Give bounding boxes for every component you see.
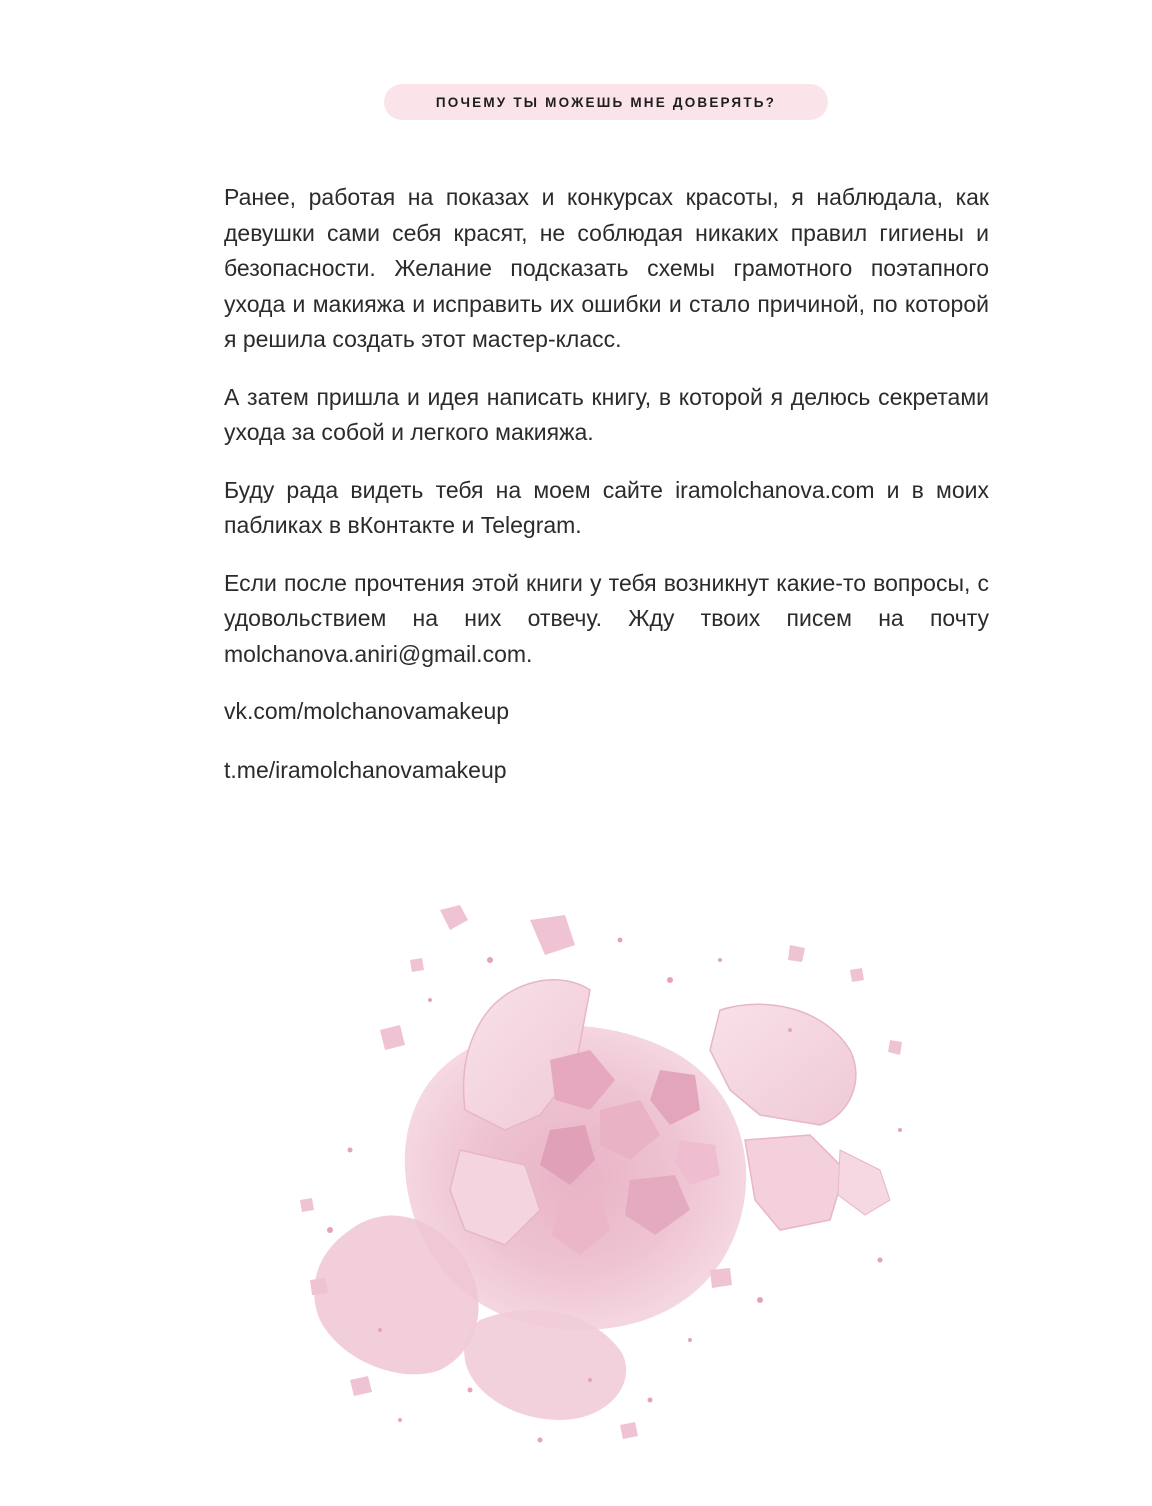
section-title-pill: [384, 84, 828, 120]
paragraph-site: Буду рада видеть тебя на моем сайте iramolchanova.com и в моих пабликах в вКонтакте и Telegram.: [224, 476, 989, 538]
body-text: [224, 180, 989, 811]
paragraph-book: А затем пришла и идея написать книгу, в которой я делюсь секретами ухода за собой и легкого макияжа.: [224, 383, 989, 445]
powder-chunk-edge: [838, 1150, 890, 1215]
powder-chunk-bottom-right: [745, 1135, 845, 1230]
powder-chunk-right: [710, 1004, 856, 1125]
section-title: ПОЧЕМУ ТЫ МОЖЕШЬ МНЕ ДОВЕРЯТЬ?: [435, 94, 777, 110]
telegram-link[interactable]: t.me/iramolchanovamakeup: [224, 756, 507, 783]
paragraph-contact: Если после прочтения этой книги у тебя возникнут какие-то вопросы, с удовольствием на них отвечу. Жду твоих писем на почту molchanova.aniri@gmail.com.: [224, 569, 989, 667]
vk-link[interactable]: vk.com/molchanovamakeup: [224, 698, 510, 724]
crushed-blush-illustration: [290, 900, 930, 1470]
paragraph-intro: Ранее, работая на показах и конкурсах красоты, я наблюдала, как девушки сами себя красят, не соблюдая никаких правил гигиены и безопасности. Желание подсказать схемы грамотного поэтапного ухода и макияжа и исправить их ошибки и стало причиной, по которой я решила создать этот мастер-класс.: [224, 184, 989, 352]
